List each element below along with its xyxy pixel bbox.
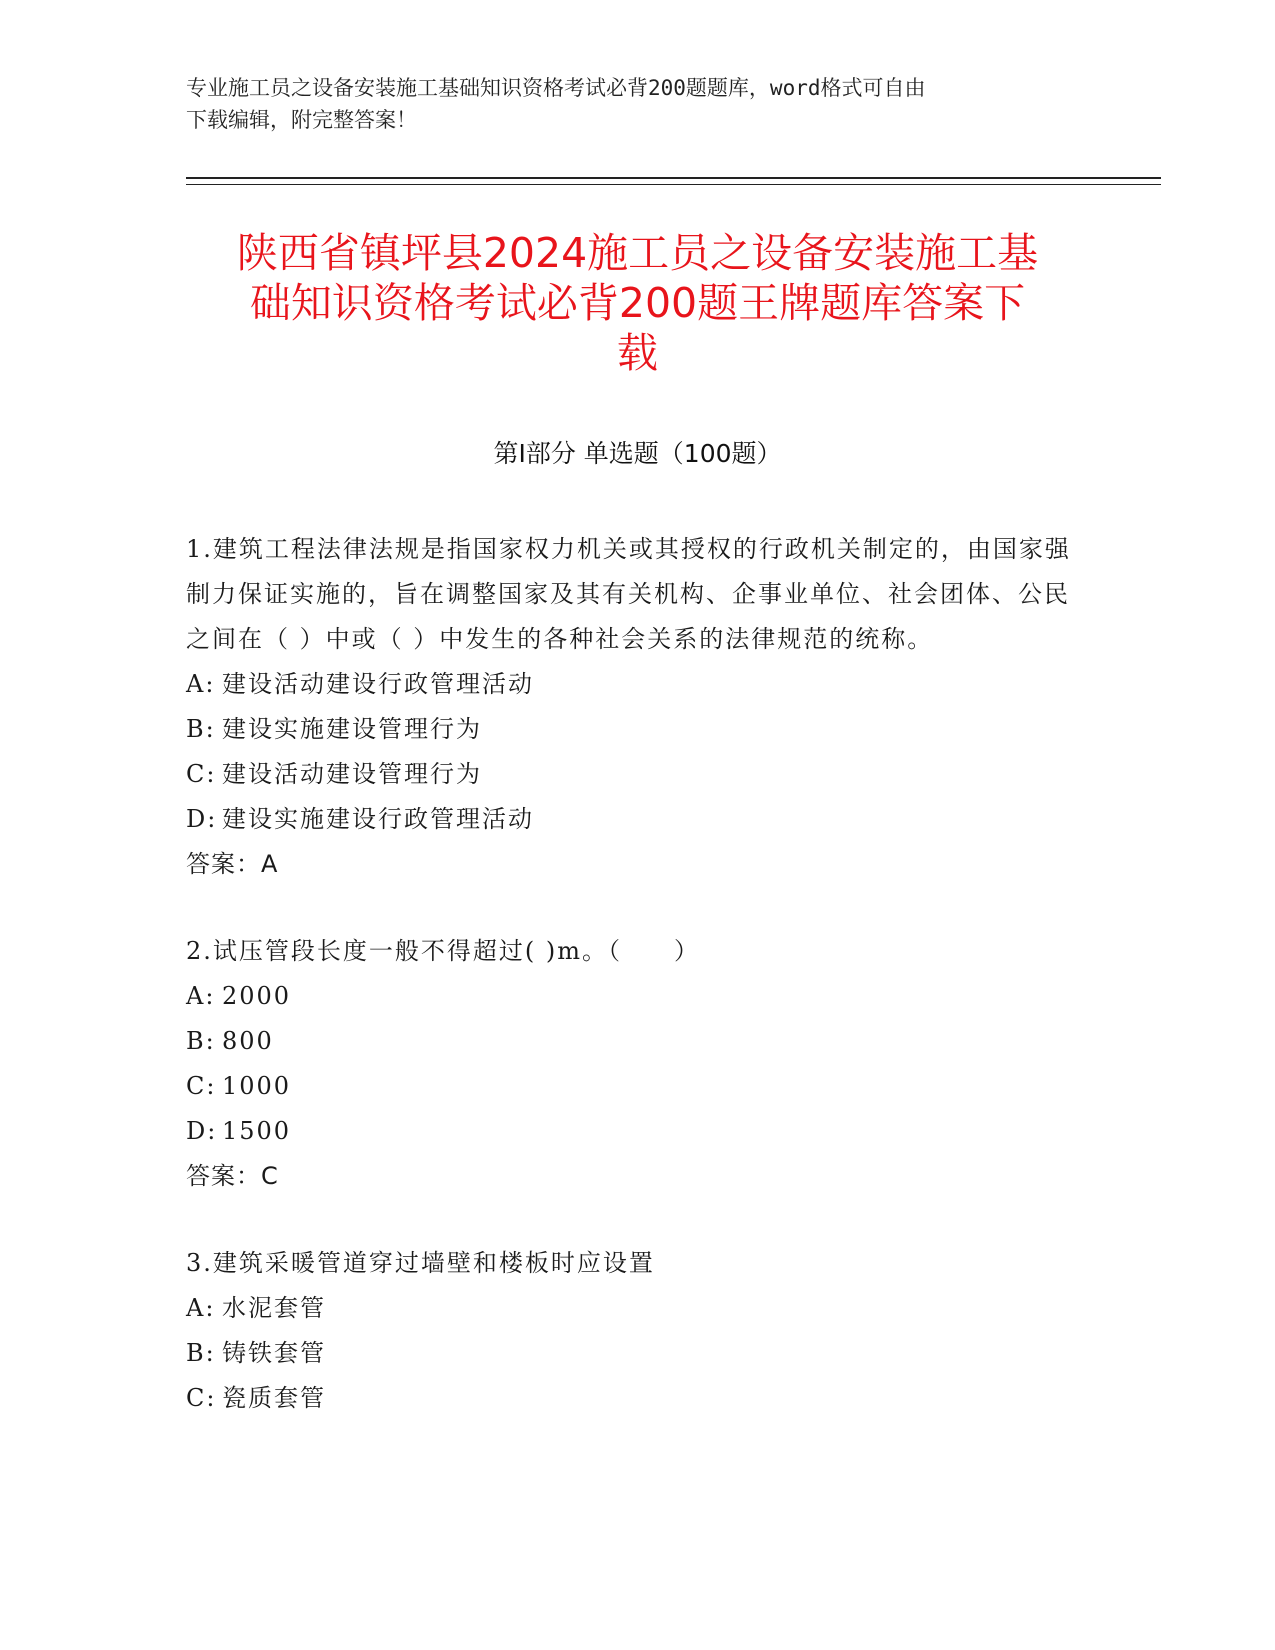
- option-key: C:: [186, 1384, 217, 1412]
- title-line: 陕西省镇坪县2024施工员之设备安装施工基: [236, 229, 1039, 277]
- answer-line: 答案：A: [186, 850, 279, 878]
- header-note-line: 专业施工员之设备安装施工基础知识资格考试必背200题题库，word格式可自由: [186, 76, 926, 100]
- option-c: [186, 1376, 1076, 1421]
- option-key: B:: [186, 1339, 216, 1367]
- question-item: [186, 527, 1076, 887]
- option-text: 建设活动建设行政管理活动: [222, 670, 534, 698]
- option-text: 瓷质套管: [222, 1384, 326, 1412]
- option-text: 建设实施建设行政管理活动: [222, 805, 534, 833]
- header-rule-thick: [186, 177, 1161, 179]
- question-stem: 2.试压管段长度一般不得超过( )m。（ ）: [186, 937, 701, 965]
- option-key: B:: [186, 715, 216, 743]
- option-d: [186, 1109, 1076, 1154]
- option-b: [186, 707, 1076, 752]
- option-key: B:: [186, 1027, 216, 1055]
- option-text: 铸铁套管: [222, 1339, 326, 1367]
- option-text: 建设实施建设管理行为: [222, 715, 482, 743]
- option-a: [186, 1286, 1076, 1331]
- option-a: [186, 974, 1076, 1019]
- question-list: [186, 527, 1076, 1463]
- title-line: 础知识资格考试必背200题王牌题库答案下: [249, 279, 1026, 327]
- question-stem: 3.建筑采暖管道穿过墙壁和楼板时应设置: [186, 1249, 655, 1277]
- title-line: 载: [617, 329, 658, 377]
- option-key: A:: [186, 1294, 216, 1322]
- option-d: [186, 797, 1076, 842]
- option-c: [186, 1064, 1076, 1109]
- option-text: 800: [222, 1027, 274, 1055]
- document-title: [150, 228, 1125, 378]
- option-a: [186, 662, 1076, 707]
- option-b: [186, 1331, 1076, 1376]
- option-text: 1000: [222, 1072, 292, 1100]
- option-key: C:: [186, 1072, 217, 1100]
- header-note-line: 下载编辑，附完整答案！: [186, 108, 417, 132]
- option-key: C:: [186, 760, 217, 788]
- option-text: 水泥套管: [222, 1294, 326, 1322]
- header-rule-thin: [186, 184, 1161, 185]
- option-key: D:: [186, 805, 218, 833]
- option-text: 建设活动建设管理行为: [222, 760, 482, 788]
- section-title: 第I部分 单选题（100题）: [493, 439, 782, 468]
- question-stem: 1.建筑工程法律法规是指国家权力机关或其授权的行政机关制定的，由国家强制力保证实施的，旨在调整国家及其有关机构、企事业单位、社会团体、公民之间在（ ）中或（ ）中发生的各种社会关系的法律规范的统称。: [186, 535, 1071, 653]
- option-key: D:: [186, 1117, 218, 1145]
- option-c: [186, 752, 1076, 797]
- header-note: [186, 72, 1086, 136]
- option-text: 2000: [222, 982, 292, 1010]
- question-item: [186, 1241, 1076, 1421]
- option-key: A:: [186, 982, 216, 1010]
- answer-line: 答案：C: [186, 1162, 279, 1190]
- option-b: [186, 1019, 1076, 1064]
- option-text: 1500: [222, 1117, 292, 1145]
- question-item: [186, 929, 1076, 1199]
- option-key: A:: [186, 670, 216, 698]
